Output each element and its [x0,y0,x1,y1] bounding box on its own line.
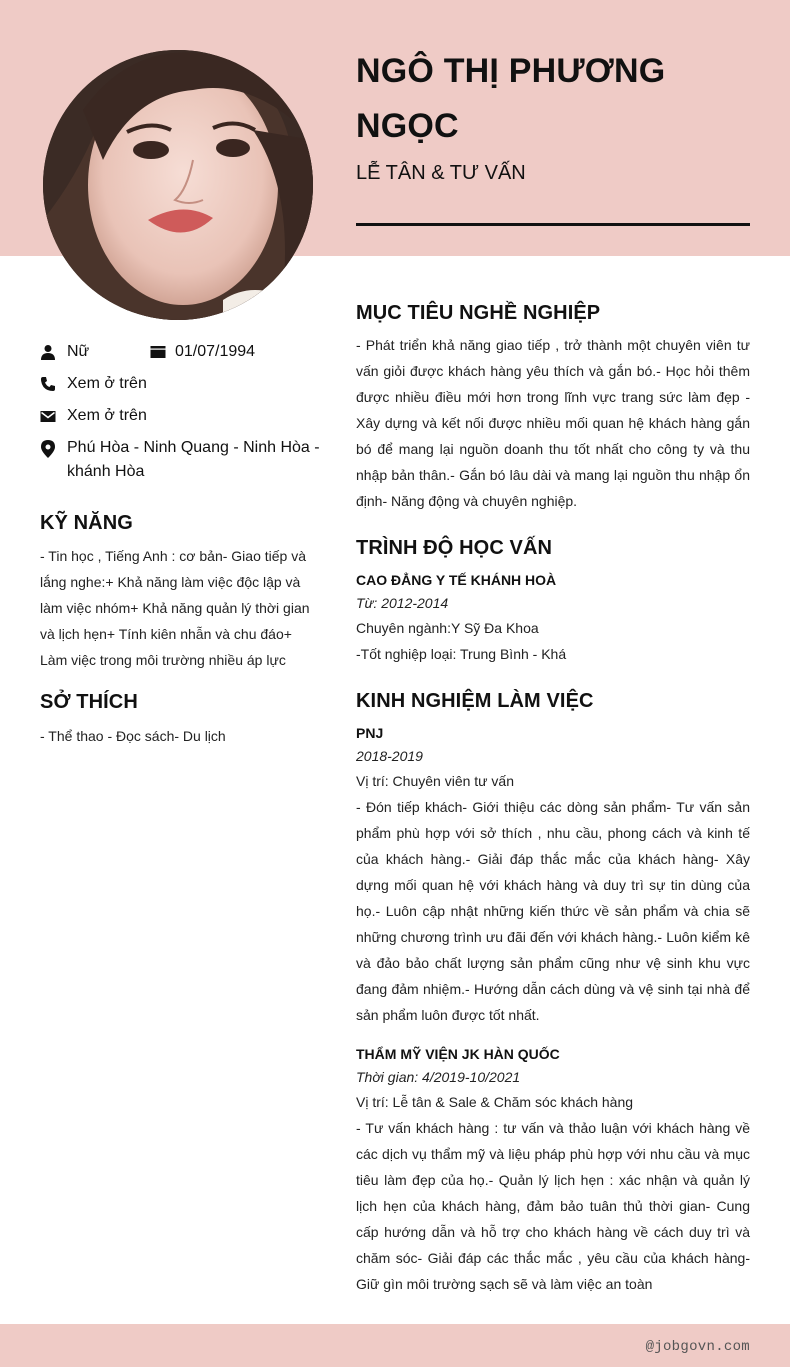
objective-heading: MỤC TIÊU NGHỀ NGHIỆP [356,302,601,324]
profile-photo [43,50,313,320]
phone-value: Xem ở trên [67,375,147,392]
location-pin-icon [40,440,56,458]
job-company: THẨM MỸ VIỆN JK HÀN QUỐC [356,1046,560,1062]
person-icon [40,344,56,360]
calendar-icon [150,344,166,360]
education-major: Chuyên ngành:Y Sỹ Đa Khoa [356,620,539,636]
mail-icon [40,408,56,424]
address-value: Phú Hòa - Ninh Quang - Ninh Hòa - khánh Hòa [67,439,320,480]
skills-heading: KỸ NĂNG [40,512,133,534]
hobbies-text: - Thể thao - Đọc sách- Du lịch [40,728,226,744]
hobbies-heading: SỞ THÍCH [40,691,138,713]
job-period: Thời gian: 4/2019-10/2021 [356,1069,521,1085]
education-school: CAO ĐẲNG Y TẾ KHÁNH HOÀ [356,572,557,588]
experience-heading: KINH NGHIỆM LÀM VIỆC [356,690,594,712]
candidate-job-title: LỄ TÂN & TƯ VẤN [356,162,526,184]
education-grade: -Tốt nghiệp loại: Trung Bình - Khá [356,646,567,662]
job-description: - Đón tiếp khách- Giới thiệu các dòng sản phẩm- Tư vấn sản phẩm phù hợp với sở thích , nhu cầu, phong cách và kinh tế của khách hàng.- Giải đáp thắc mắc của khách hàng- Xây dựng mối quan hệ với khách hàng và duy trì sự tin dùng của họ.- Luôn cập nhật những kiến thức về sản phẩm và chia sẽ những chương trình ưu đãi đến với khách hàng.- Luôn kiểm kê và đảo bảo chất lượng sản phẩm cũng như vệ sinh khu vực đang đảm nhiệm.- Hướng dẫn cách dùng và vệ sinh tại nhà để sản phẩm luôn được tốt nhất. [356,799,750,1023]
phone-icon [40,376,56,392]
footer-brand[interactable]: @jobgovn.com [645,1339,750,1355]
job-position: Vị trí: Chuyên viên tư vấn [356,773,514,789]
info-address [40,436,325,486]
gender-value: Nữ [67,343,90,360]
birthdate-value: 01/07/1994 [175,343,256,360]
title-divider [356,223,750,226]
education-heading: TRÌNH ĐỘ HỌC VẤN [356,537,553,559]
job-description: - Tư vấn khách hàng : tư vấn và thảo luận với khách hàng về các dịch vụ thẩm mỹ và liệu pháp phù hợp với nhu cầu và mục tiêu làm đẹp của họ.- Quản lý lịch hẹn : xác nhận và quản lý lịch hẹn của khách hàng, đảm bảo tuân thủ thời gian- Cung cấp hướng dẫn và hỗ trợ cho khách hàng về cách duy trì và chăm sóc- Giải đáp các thắc mắc , yêu cầu của khách hàng- Giữ gìn môi trường sạch sẽ và làm việc an toàn [356,1120,750,1292]
job-position: Vị trí: Lễ tân & Sale & Chăm sóc khách hàng [356,1094,634,1110]
objective-text: - Phát triển khả năng giao tiếp , trở thành một chuyên viên tư vấn giỏi được khách hàng yêu thích và gắn bó.- Học hỏi thêm được nhiều điều mới hơn trong lĩnh vực trang sức làm đẹp - Xây dựng và kết nối được nhiều mối quan hệ khách hàng gắn bó để mang lại nguồn doanh thu tốt nhất cho công ty và thu nhập bản thân.- Gắn bó lâu dài và mang lại nguồn thu nhập ổn định- Năng động và chuyên nghiệp. [356,337,750,509]
email-value: Xem ở trên [67,407,147,424]
skills-text: - Tin học , Tiếng Anh : cơ bản- Giao tiếp và lắng nghe:+ Khả năng làm việc độc lập và làm việc nhóm+ Khả năng quản lý thời gian và lịch hẹn+ Tính kiên nhẫn và chu đáo+ Làm việc trong môi trường nhiều áp lực [40,548,310,668]
candidate-name: NGÔ THỊ PHƯƠNG NGỌC [356,52,666,145]
job-period: 2018-2019 [356,748,423,764]
profile-photo-illustration [43,50,313,320]
job-company: PNJ [356,725,384,741]
education-period: Từ: 2012-2014 [356,595,449,611]
